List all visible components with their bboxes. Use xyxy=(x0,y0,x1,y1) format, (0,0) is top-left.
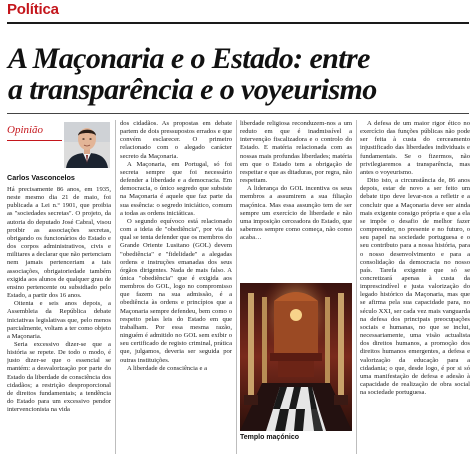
paragraph: Há precisamente 86 anos, em 1935, neste mesmo dia 21 de maio, foi publicada a Lei n.º 1901, que proibia as "sociedades secretas". O projeto, da autoria do deputado José Cabral, visou proibir as associações secretas, obrigando os funcionários do Estado e dos corpos administrativos, civis e militares a declarar que não pertenciam nem jamais pertenceriam a tais associações, obrigatoriedade também exigida aos alunos de qualquer grau de ensino pertencente ou subsidiado pelo Estado, a partir dos 16 anos. xyxy=(7,186,111,300)
column-divider xyxy=(236,120,237,454)
article-column-2 xyxy=(120,120,232,454)
headline-rule xyxy=(7,113,469,114)
article-column-4 xyxy=(360,120,470,454)
headline-line-1: A Maçonaria e o Estado: entre xyxy=(8,42,370,75)
paragraph: A liderança do GOL incentiva os seus membros a assumirem a sua filiação maçónica. Mas essa assunção tem de ser sempre um exercício de liberdade e não uma imposição cerceadora do Estado, que sabemos sempre como começa, não como acaba… xyxy=(240,185,352,242)
photo-caption: Templo maçónico xyxy=(240,434,299,441)
headline xyxy=(8,43,470,105)
column-divider xyxy=(356,120,357,454)
opinion-label: Opinião xyxy=(7,124,44,136)
paragraph: Oitenta e seis anos depois, a Assembleia da República debate iniciativas legislativas que, pelo menos parcialmente, voltam a ter como objeto a Maçonaria. xyxy=(7,300,111,340)
temple-photo xyxy=(240,283,352,431)
paragraph: A Maçonaria, em Portugal, só foi secreta sempre que foi necessário defender a liberdade e a democracia. Em democracia, o único segredo que subsiste na Maçonaria é aquele que faz parte da sua essência: o segredo iniciático, comum a todas as ordens iniciáticas. xyxy=(120,160,232,217)
paragraph: A liberdade de consciência e a xyxy=(127,364,208,372)
paragraph: Seria excessivo dizer-se que a história se repete. De todo o modo, é justo dizer-se que o essencial se mantém: a desvalorização por parte do Estado da liberdade de consciência dos cidadãos; a restrição desproporcional de direitos fundamentais; a tendência do Estado para um excessivo pendor intervencionista na vida xyxy=(7,340,111,414)
paragraph: liberdade religiosa reconduzem-nos a um reduto em que é inadmissível a intervenção fiscalizadora e o controlo do Estado. E matéria relacionada com as nossas mais profundas liberdades; matéria em que o Estado tem a obrigação de respeitar e que as ditaduras, por regra, não respeitam. xyxy=(240,120,352,185)
column-divider xyxy=(115,120,116,454)
author-name: Carlos Vasconcelos xyxy=(7,173,75,182)
headline-line-2: a transparência e o voyeurismo xyxy=(8,73,377,106)
paragraph: Dito isto, a circunstância de, 86 anos depois, estar de novo a ser feito um debate tipo deve levar-nos a refletir e a concluir que a Maçonaria deve ser ainda mais exigente consigo própria e que a ela se impõe o desafio de melhor fazer compreender, no presente e no futuro, o seu papel na sociedade portuguesa e o seu contributo para a nossa história, para o nosso desenvolvimento e para a consolidação da democracia no nosso país. Tarefa exigente que só se concretizará apenas à custa da imprescindível e justa valorização do legado histórico da Maçonaria, mas que se afirma pela sua capacidade para, no século XXI, ser cada vez mais vanguarda na defesa dos principais preocupações sociais e humanas, no que se inclui, necessariamente, uma visão actualista dos direitos humanos, a promoção dos direitos humanos emergentes, a defesa e valorização da educação para a cidadania; o que, desde logo, é por si só uma manifestação de defesa e adesão à capacidade de realização de obra social na sociedade portuguesa. xyxy=(360,177,470,397)
author-photo xyxy=(64,122,110,168)
article-column-3 xyxy=(240,120,352,280)
paragraph: dos cidadãos. As propostas em debate partem de dois pressupostos errados e que convém esclarecer. O primeiro relacionado com o alegado carácter secreto da Maçonaria. xyxy=(120,120,232,160)
paragraph: O segundo equívoco está relacionado com a ideia de "obediência", por via da qual se tenta defender que os membros do Grande Oriente Lusitano (GOL) devem "obediência" e "fidelidade" a alegadas ordens e instruções emanadas dos seus órgãos dirigentes. Nada de mais falso. A única "obediência" que é exigida aos membros do GOL, logo no compromisso que fazem na sua admissão, é a obediência às ordens e princípios que a Maçonaria sempre defendeu, bem como o respeito pelas leis do Estado em que trabalham. Por essa mesma razão, ninguém é admitido no GOL sem exibir o seu certificado de registo criminal, prática que, julgamos, deveria ser seguida por outras instituições. xyxy=(120,217,232,364)
article-column-1 xyxy=(7,186,111,454)
paragraph: A defesa de um maior rigor ético no exercício das funções públicas não pode ser feita à custa do cerceamento injustificado das liberdades individuais e fundamentais. Se o fizermos, não privilegiaremos a transparência, mas antes o voyeurismo. xyxy=(360,120,470,176)
opinion-rule xyxy=(7,140,62,141)
section-label: Política xyxy=(7,1,59,18)
header-rule xyxy=(7,22,469,24)
